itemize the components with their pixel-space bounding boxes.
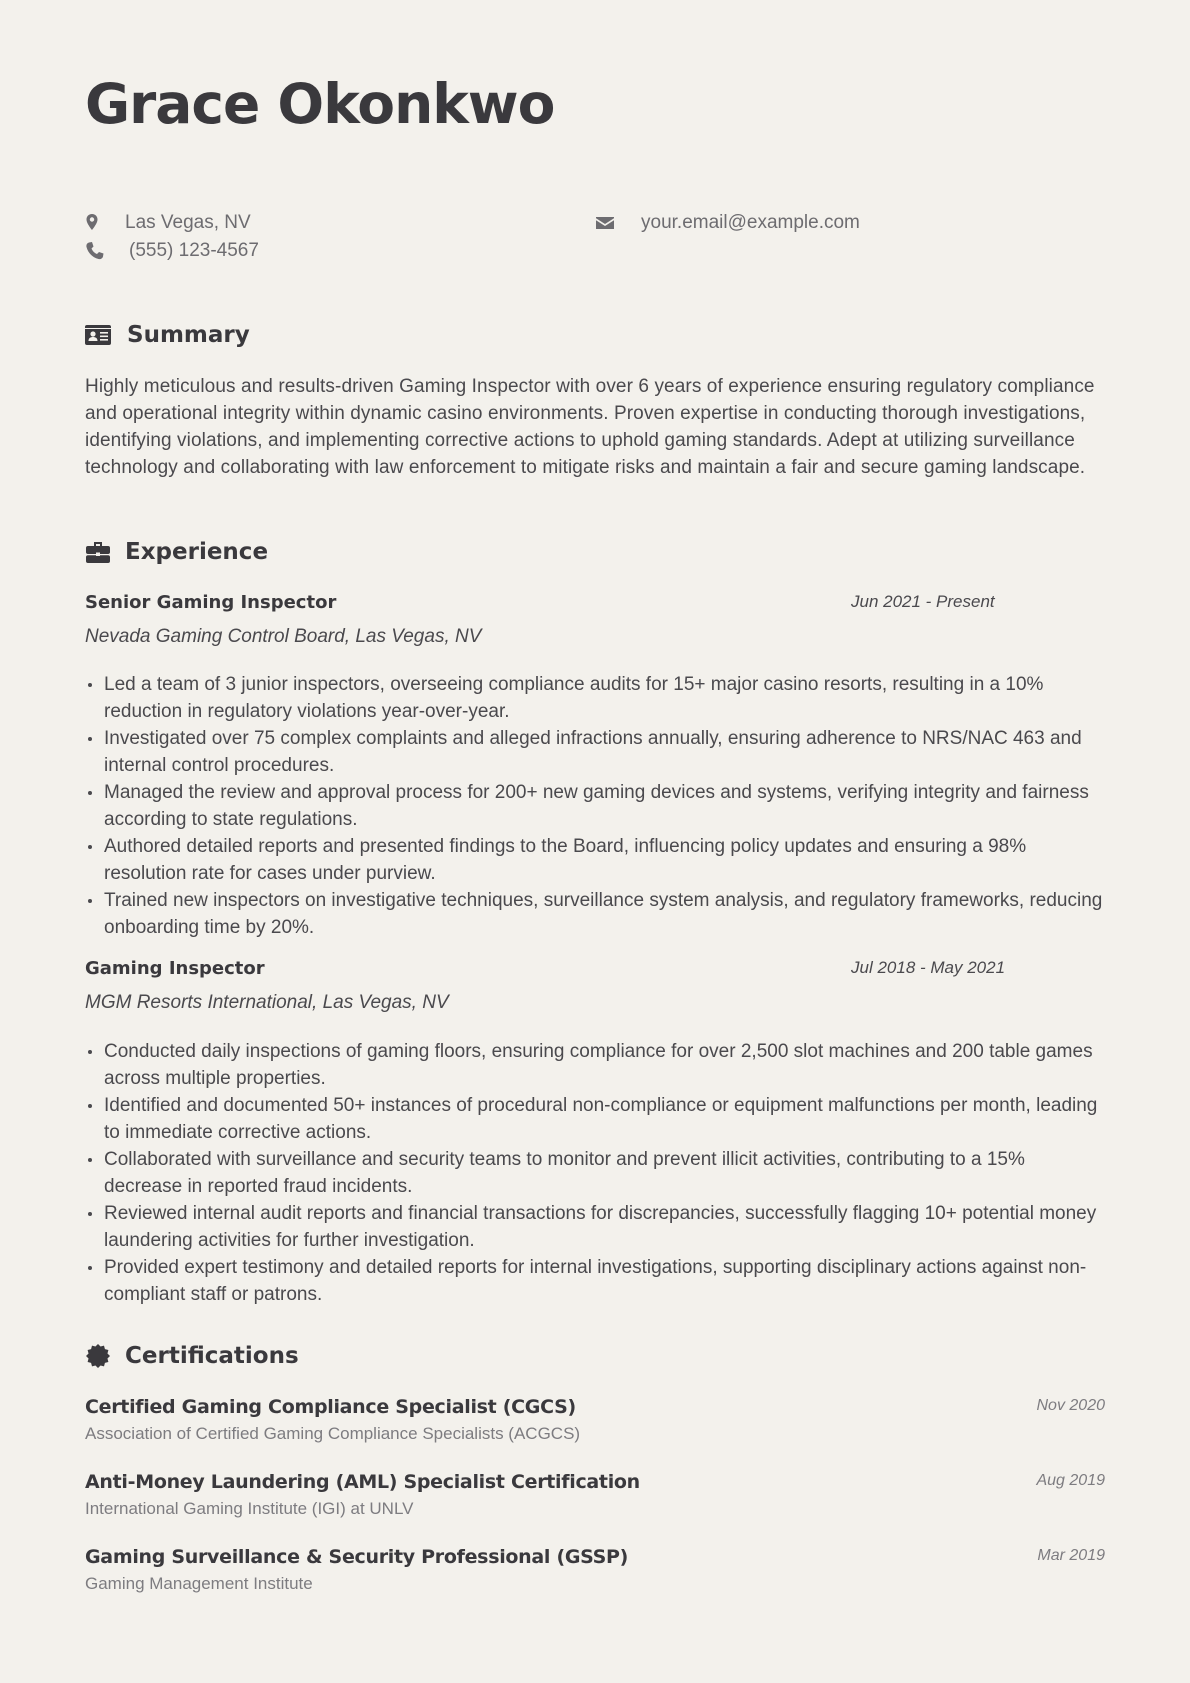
job-company: Nevada Gaming Control Board, Las Vegas, NV — [85, 626, 482, 647]
job-bullet: Provided expert testimony and detailed reports for internal investigations, supporting disciplinary actions against non-compliant staff or patrons. — [85, 1254, 1105, 1308]
envelope-icon — [595, 213, 615, 233]
job-bullet: Investigated over 75 complex complaints and alleged infractions annually, ensuring adherence to NRS/NAC 463 and internal control procedures. — [85, 725, 1105, 779]
summary-text: Highly meticulous and results-driven Gaming Inspector with over 6 years of experience ensuring regulatory compliance and operational integrity within dynamic casino environments. Proven expertise in conducting thorough investigations, identifying violations, and implementing corrective actions to uphold gaming standards. Adept at utilizing surveillance technology and collaborating with law enforcement to mitigate risks and maintain a fair and secure gaming landscape. — [85, 376, 1095, 478]
cert-issuer: Association of Certified Gaming Compliance Specialists (ACGCS) — [85, 1424, 581, 1443]
contact-phone — [85, 240, 259, 262]
job-bullet: Authored detailed reports and presented findings to the Board, influencing policy updates and ensuring a 98% resolution rate for cases under purview. — [85, 833, 1105, 887]
job-bullet: Managed the review and approval process for 200+ new gaming devices and systems, verifying integrity and fairness according to state regulations. — [85, 779, 1105, 833]
job-dates: Jul 2018 - May 2021 — [851, 958, 1006, 977]
job-bullet: Collaborated with surveillance and security teams to monitor and prevent illicit activities, contributing to a 15% decrease in reported fraud incidents. — [85, 1146, 1105, 1200]
briefcase-icon — [85, 539, 111, 565]
job-company: MGM Resorts International, Las Vegas, NV — [85, 992, 449, 1013]
contact-email — [595, 212, 860, 234]
cert-date: Mar 2019 — [1037, 1547, 1105, 1564]
cert-name: Anti-Money Laundering (AML) Specialist Certification — [85, 1471, 640, 1493]
email-link[interactable]: your.email@example.com — [641, 212, 860, 233]
certifications-title: Certifications — [125, 1343, 299, 1369]
certifications-heading — [85, 1343, 299, 1369]
cert-issuer: International Gaming Institute (IGI) at UNLV — [85, 1499, 414, 1518]
job-bullet: Trained new inspectors on investigative techniques, surveillance system analysis, and regulatory frameworks, reducing onboarding time by 20%. — [85, 887, 1105, 941]
phone-text: (555) 123-4567 — [129, 240, 259, 261]
cert-date: Aug 2019 — [1036, 1472, 1105, 1489]
job-bullet: Led a team of 3 junior inspectors, overseeing compliance audits for 15+ major casino resorts, resulting in a 10% reduction in regulatory violations year-over-year. — [85, 671, 1105, 725]
id-card-icon — [85, 322, 111, 348]
job-bullet: Identified and documented 50+ instances of procedural non-compliance or equipment malfunctions per month, leading to immediate corrective actions. — [85, 1092, 1105, 1146]
contact-location — [85, 212, 251, 234]
job-bullets — [85, 671, 1105, 941]
cert-issuer: Gaming Management Institute — [85, 1574, 313, 1593]
candidate-name: Grace Okonkwo — [85, 72, 555, 136]
job-bullets — [85, 1038, 1105, 1308]
cert-name: Gaming Surveillance & Security Professional (GSSP) — [85, 1546, 629, 1568]
experience-title: Experience — [125, 539, 269, 565]
cert-date: Nov 2020 — [1036, 1397, 1105, 1414]
job-dates: Jun 2021 - Present — [851, 592, 995, 611]
job-title: Gaming Inspector — [85, 958, 265, 979]
cert-name: Certified Gaming Compliance Specialist (CGCS) — [85, 1396, 576, 1418]
summary-heading — [85, 322, 250, 348]
certificate-badge-icon — [85, 1343, 111, 1369]
location-text: Las Vegas, NV — [125, 212, 251, 233]
experience-heading — [85, 539, 268, 565]
job-bullet: Conducted daily inspections of gaming floors, ensuring compliance for over 2,500 slot machines and 200 table games across multiple properties. — [85, 1038, 1105, 1092]
job-title: Senior Gaming Inspector — [85, 592, 337, 613]
phone-icon — [85, 241, 105, 261]
job-bullet: Reviewed internal audit reports and financial transactions for discrepancies, successfully flagging 10+ potential money laundering activities for further investigation. — [85, 1200, 1105, 1254]
map-pin-icon — [85, 213, 105, 233]
summary-title: Summary — [127, 322, 250, 348]
